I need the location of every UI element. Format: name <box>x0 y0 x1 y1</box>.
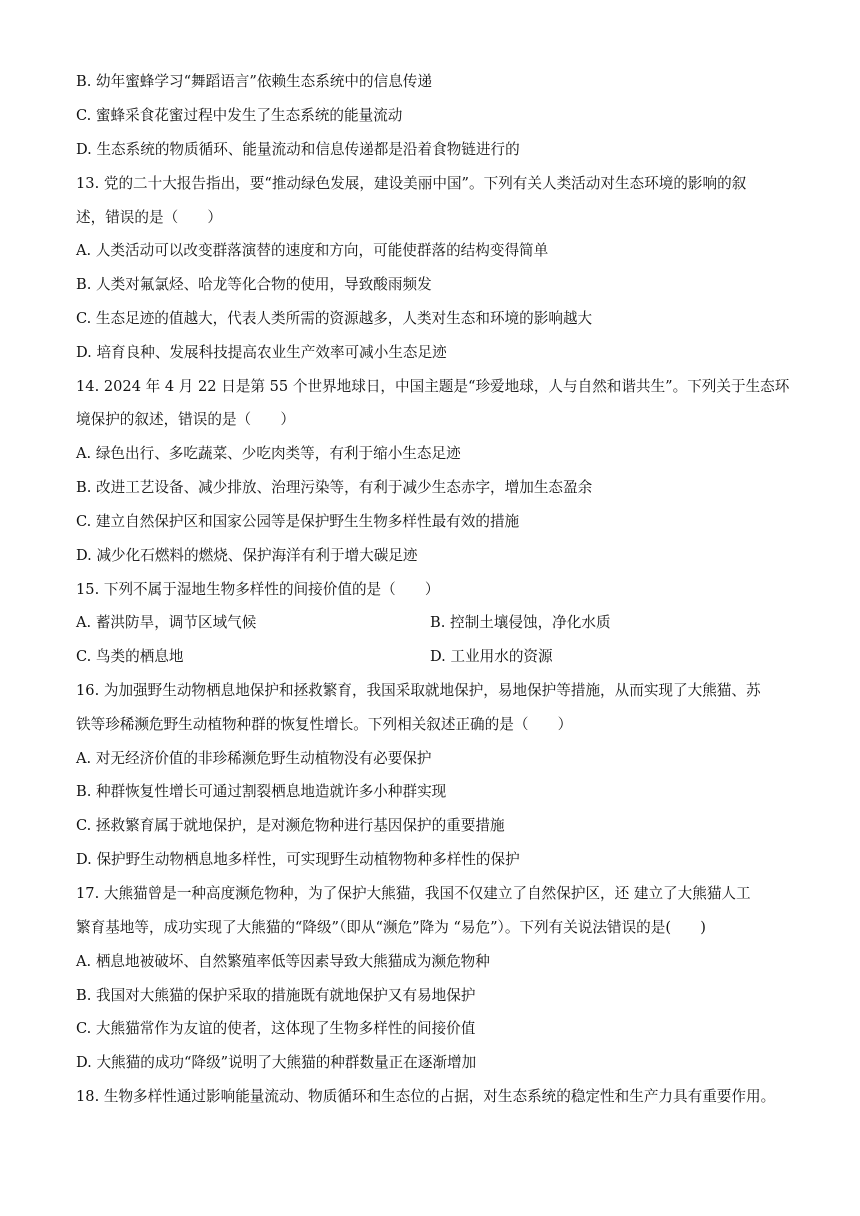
option-14d: D. 减少化石燃料的燃烧、保护海洋有利于增大碳足迹 <box>76 547 418 564</box>
option-15b: B. 控制土壤侵蚀，净化水质 <box>430 614 611 631</box>
option-15a: A. 蓄洪防旱，调节区域气候 <box>76 614 257 631</box>
option-17a: A. 栖息地被破坏、自然繁殖率低等因素导致大熊猫成为濒危物种 <box>76 953 490 970</box>
question-17-stem-line1: 17. 大熊猫曾是一种高度濒危物种，为了保护大熊猫，我国不仅建立了自然保护区，还 建立了大熊猫人工 <box>76 885 751 902</box>
option-12d: D. 生态系统的物质循环、能量流动和信息传递都是沿着食物链进行的 <box>76 141 520 158</box>
option-13d: D. 培育良种、发展科技提高农业生产效率可减小生态足迹 <box>76 344 447 361</box>
option-15c: C. 鸟类的栖息地 <box>76 648 184 665</box>
question-14-stem-line1: 14. 2024 年 4 月 22 日是第 55 个世界地球日，中国主题是“珍爱地球，人与自然和谐共生”。下列关于生态环 <box>76 378 790 395</box>
option-16c: C. 拯救繁育属于就地保护，是对濒危物种进行基因保护的重要措施 <box>76 817 505 834</box>
option-17d: D. 大熊猫的成功“降级”说明了大熊猫的种群数量正在逐渐增加 <box>76 1054 477 1071</box>
option-13b: B. 人类对氟氯烃、哈龙等化合物的使用，导致酸雨频发 <box>76 276 432 293</box>
question-17-stem-line2: 繁育基地等，成功实现了大熊猫的“降级”（即从“濒危”降为 “易危”）。下列有关说法错误的是( ) <box>76 919 706 936</box>
question-15-stem: 15. 下列不属于湿地生物多样性的间接价值的是（ ） <box>76 581 440 598</box>
option-13a: A. 人类活动可以改变群落演替的速度和方向，可能使群落的结构变得简单 <box>76 242 549 259</box>
option-16d: D. 保护野生动物栖息地多样性，可实现野生动植物物种多样性的保护 <box>76 851 520 868</box>
option-12c: C. 蜜蜂采食花蜜过程中发生了生态系统的能量流动 <box>76 107 403 124</box>
option-14c: C. 建立自然保护区和国家公园等是保护野生生物多样性最有效的措施 <box>76 513 520 530</box>
option-13c: C. 生态足迹的值越大，代表人类所需的资源越多，人类对生态和环境的影响越大 <box>76 310 593 327</box>
question-16-stem-line1: 16. 为加强野生动物栖息地保护和拯救繁育，我国采取就地保护，易地保护等措施，从而实现了大熊猫、苏 <box>76 682 761 699</box>
option-17c: C. 大熊猫常作为友谊的使者，这体现了生物多样性的间接价值 <box>76 1020 476 1037</box>
option-12b: B. 幼年蜜蜂学习“舞蹈语言”依赖生态系统中的信息传递 <box>76 73 432 90</box>
option-14a: A. 绿色出行、多吃蔬菜、少吃肉类等，有利于缩小生态足迹 <box>76 445 461 462</box>
question-13-stem-line2: 述，错误的是（ ） <box>76 209 222 226</box>
option-14b: B. 改进工艺设备、减少排放、治理污染等，有利于减少生态赤字，增加生态盈余 <box>76 479 593 496</box>
option-15d: D. 工业用水的资源 <box>430 648 553 665</box>
question-13-stem-line1: 13. 党的二十大报告指出，要“推动绿色发展，建设美丽中国”。下列有关人类活动对生态环境的影响的叙 <box>76 175 747 192</box>
option-16a: A. 对无经济价值的非珍稀濒危野生动植物没有必要保护 <box>76 750 432 767</box>
option-16b: B. 种群恢复性增长可通过割裂栖息地造就许多小种群实现 <box>76 783 447 800</box>
question-14-stem-line2: 境保护的叙述，错误的是（ ） <box>76 411 295 428</box>
question-18-stem-line1: 18. 生物多样性通过影响能量流动、物质循环和生态位的占据，对生态系统的稳定性和生产力具有重要作用。 <box>76 1088 776 1105</box>
question-16-stem-line2: 铁等珍稀濒危野生动植物种群的恢复性增长。下列相关叙述正确的是（ ） <box>76 716 573 733</box>
option-17b: B. 我国对大熊猫的保护采取的措施既有就地保护又有易地保护 <box>76 987 476 1004</box>
